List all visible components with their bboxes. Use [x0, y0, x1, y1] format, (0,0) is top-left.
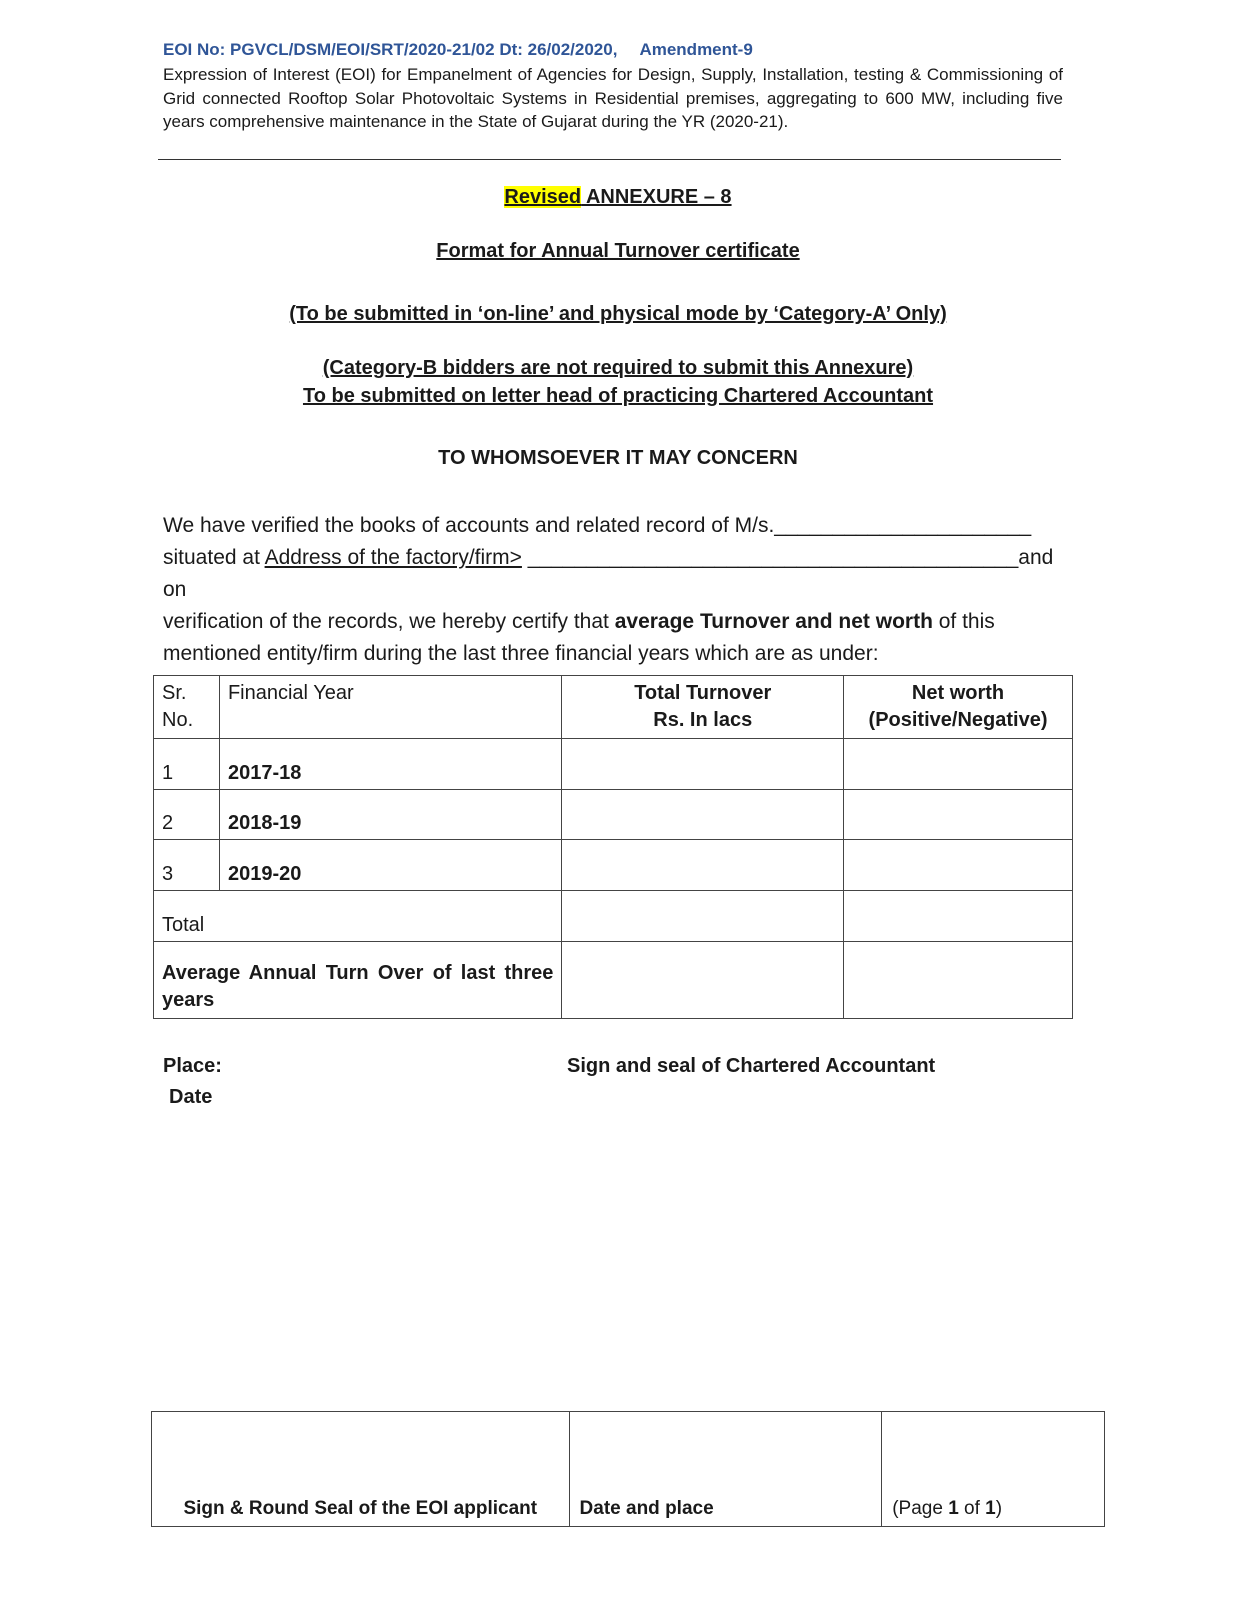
- average-row: [154, 942, 1073, 1019]
- paragraph-line-4: mentioned entity/firm during the last three financial years which are as under:: [163, 642, 879, 665]
- paragraph-line-3: [163, 606, 1063, 638]
- revised-highlight: Revised: [504, 186, 582, 208]
- total-turnover-cell[interactable]: [562, 891, 844, 942]
- place-label: Place:: [163, 1055, 222, 1077]
- amendment-label: Amendment-9: [639, 40, 753, 59]
- net-worth-cell[interactable]: [844, 739, 1073, 790]
- applicant-sign-cell: Sign & Round Seal of the EOI applicant: [152, 1412, 570, 1527]
- turnover-cell[interactable]: [562, 840, 844, 891]
- table-row: [154, 790, 1073, 840]
- line3-suffix: of this: [932, 610, 995, 633]
- turnover-cell[interactable]: [562, 739, 844, 790]
- turnover-cell[interactable]: [562, 790, 844, 840]
- total-net-worth-cell[interactable]: [844, 891, 1073, 942]
- average-turnover-cell[interactable]: [562, 942, 844, 1019]
- average-label: Average Annual Turn Over of last three years: [154, 942, 562, 1019]
- annexure-title: [0, 186, 1236, 209]
- net-worth-cell[interactable]: [844, 790, 1073, 840]
- sr-no-header: Sr. No.: [154, 676, 220, 739]
- format-title: Format for Annual Turnover certificate: [436, 240, 800, 262]
- total-label: Total: [154, 891, 562, 942]
- salutation: TO WHOMSOEVER IT MAY CONCERN: [438, 447, 798, 469]
- footer-signature-table: [151, 1411, 1105, 1527]
- address-blank: __________________________________________and on: [163, 546, 1054, 601]
- table-row: [154, 739, 1073, 790]
- total-row: [154, 891, 1073, 942]
- turnover-table: [153, 675, 1073, 1019]
- submission-note: (To be submitted in ‘on-line’ and physical mode by ‘Category-A’ Only): [289, 303, 947, 325]
- category-b-note: (Category-B bidders are not required to submit this Annexure): [322, 357, 914, 379]
- financial-year-cell: 2018-19: [219, 790, 561, 840]
- sr-no-cell: 3: [154, 840, 220, 891]
- average-net-worth-cell[interactable]: [844, 942, 1073, 1019]
- date-place-cell: Date and place: [569, 1412, 882, 1527]
- paragraph-line-1: We have verified the books of accounts and related record of M/s.______________________: [163, 514, 1032, 537]
- line3-prefix: verification of the records, we hereby certify that: [163, 610, 615, 633]
- table-header-row: [154, 676, 1073, 739]
- situated-at-label: situated at: [163, 546, 265, 569]
- sr-no-cell: 2: [154, 790, 220, 840]
- annexure-number: ANNEXURE – 8: [581, 186, 732, 208]
- page-number-cell: (Page 1 of 1): [882, 1412, 1105, 1527]
- sr-no-cell: 1: [154, 739, 220, 790]
- date-label: Date: [169, 1086, 213, 1108]
- financial-year-cell: 2017-18: [219, 739, 561, 790]
- financial-year-cell: 2019-20: [219, 840, 561, 891]
- net-worth-header: Net worth (Positive/Negative): [844, 676, 1073, 739]
- eoi-reference: EOI No: PGVCL/DSM/EOI/SRT/2020-21/02 Dt: 26/02/2020,: [163, 40, 618, 59]
- eoi-description: Expression of Interest (EOI) for Empanelment of Agencies for Design, Supply, Installation, testing & Commissioning of Grid connected Rooftop Solar Photovoltaic Systems in Residential premises, aggregating to 600 MW, including five years comprehensive maintenance in the State of Gujarat during the YR (2020-21).: [163, 65, 1063, 131]
- total-turnover-header: Total Turnover Rs. In lacs: [562, 676, 844, 739]
- certificate-paragraph: [163, 510, 1063, 670]
- footer-row: [152, 1412, 1105, 1527]
- ca-sign-label: Sign and seal of Chartered Accountant: [567, 1055, 936, 1077]
- address-placeholder: Address of the factory/firm>: [264, 546, 522, 569]
- letterhead-note: To be submitted on letter head of practicing Chartered Accountant: [302, 385, 934, 407]
- header-divider: [158, 159, 1061, 160]
- turnover-networth-bold: average Turnover and net worth: [614, 610, 933, 633]
- table-row: [154, 840, 1073, 891]
- eoi-reference-line: [163, 40, 753, 60]
- financial-year-header: Financial Year: [219, 676, 561, 739]
- net-worth-cell[interactable]: [844, 840, 1073, 891]
- paragraph-line-2: [163, 542, 1063, 606]
